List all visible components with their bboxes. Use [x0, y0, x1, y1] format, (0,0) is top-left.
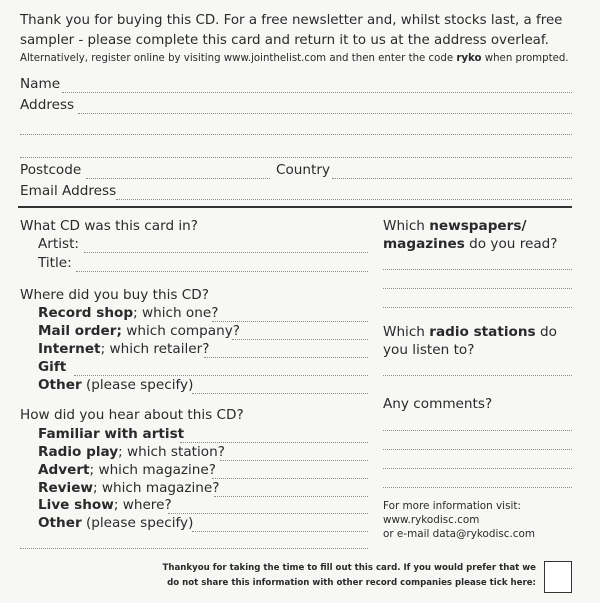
section-divider	[18, 206, 572, 208]
comments-field-2[interactable]	[383, 449, 572, 450]
buy-option-other[interactable]: Other (please specify)	[38, 377, 194, 393]
address-field-3[interactable]	[20, 157, 572, 158]
buy-question: Where did you buy this CD?	[20, 287, 209, 303]
info-website[interactable]: www.rykodisc.com	[383, 514, 480, 526]
intro-line-3: Alternatively, register online by visiting www.jointhelist.com and then enter the code ryko when prompted.	[20, 53, 569, 64]
hear-option-advert[interactable]: Advert; which magazine?	[38, 462, 217, 478]
footer-line-2: do not share this information with other record companies please tick here:	[167, 578, 536, 588]
familiar-field[interactable]	[180, 442, 368, 443]
hear-option-other[interactable]: Other (please specify)	[38, 515, 194, 531]
hear-option-radio[interactable]: Radio play; which station?	[38, 444, 225, 460]
email-field[interactable]	[116, 199, 572, 200]
country-field[interactable]	[332, 178, 572, 179]
address-label: Address	[20, 97, 75, 113]
radio-question-line-1: Which radio stations do	[383, 324, 557, 340]
newspapers-field-1[interactable]	[383, 269, 572, 270]
hear-extra-field[interactable]	[20, 548, 368, 549]
hear-option-review[interactable]: Review; which magazine?	[38, 480, 220, 496]
internet-field[interactable]	[204, 357, 368, 358]
live-show-field[interactable]	[168, 513, 368, 514]
record-shop-field[interactable]	[212, 321, 368, 322]
name-field[interactable]	[62, 92, 572, 93]
advert-field[interactable]	[212, 478, 368, 479]
address-field-1[interactable]	[78, 113, 572, 114]
country-label: Country	[276, 162, 331, 178]
gift-field[interactable]	[74, 375, 368, 376]
newspapers-field-2[interactable]	[383, 288, 572, 289]
comments-label: Any comments?	[383, 396, 493, 412]
comments-field-4[interactable]	[383, 487, 572, 488]
buy-other-field[interactable]	[192, 393, 368, 394]
artist-field[interactable]	[84, 252, 368, 253]
buy-option-record-shop[interactable]: Record shop; which one?	[38, 305, 219, 321]
postcode-label: Postcode	[20, 162, 82, 178]
artist-label: Artist:	[38, 236, 79, 252]
hear-option-live-show[interactable]: Live show; where?	[38, 497, 172, 513]
name-label: Name	[20, 76, 61, 92]
hear-other-field[interactable]	[192, 531, 368, 532]
title-field[interactable]	[76, 271, 368, 272]
radio-field[interactable]	[220, 460, 368, 461]
opt-out-checkbox[interactable]	[544, 561, 572, 593]
mail-order-field[interactable]	[232, 339, 368, 340]
info-line-1: For more information visit:	[383, 500, 521, 512]
comments-field-1[interactable]	[383, 430, 572, 431]
hear-option-familiar[interactable]: Familiar with artist	[38, 426, 185, 442]
postcode-field[interactable]	[86, 178, 270, 179]
radio-question-line-2: you listen to?	[383, 342, 475, 358]
address-field-2[interactable]	[20, 134, 572, 135]
intro-line-2: sampler - please complete this card and return it to us at the address overleaf.	[20, 33, 549, 48]
footer-text	[162, 561, 536, 591]
newspapers-question-line-1: Which newspapers/	[383, 218, 527, 234]
review-field[interactable]	[214, 496, 368, 497]
newspapers-question-line-2: magazines do you read?	[383, 236, 558, 252]
buy-option-internet[interactable]: Internet; which retailer?	[38, 341, 210, 357]
title-label: Title:	[38, 255, 72, 271]
info-email[interactable]: or e-mail data@rykodisc.com	[383, 528, 535, 540]
cd-question: What CD was this card in?	[20, 218, 199, 234]
email-label: Email Address	[20, 183, 117, 199]
buy-option-mail-order[interactable]: Mail order; which company?	[38, 323, 240, 339]
intro-line-1: Thank you for buying this CD. For a free newsletter and, whilst stocks last, a free	[20, 13, 563, 28]
promo-code: ryko	[456, 53, 482, 64]
radio-stations-field-1[interactable]	[383, 375, 572, 376]
hear-question: How did you hear about this CD?	[20, 407, 244, 423]
buy-option-gift[interactable]: Gift	[38, 359, 67, 375]
comments-field-3[interactable]	[383, 468, 572, 469]
footer-line-1: Thankyou for taking the time to fill out this card. If you would prefer that we	[162, 563, 536, 573]
newspapers-field-3[interactable]	[383, 307, 572, 308]
